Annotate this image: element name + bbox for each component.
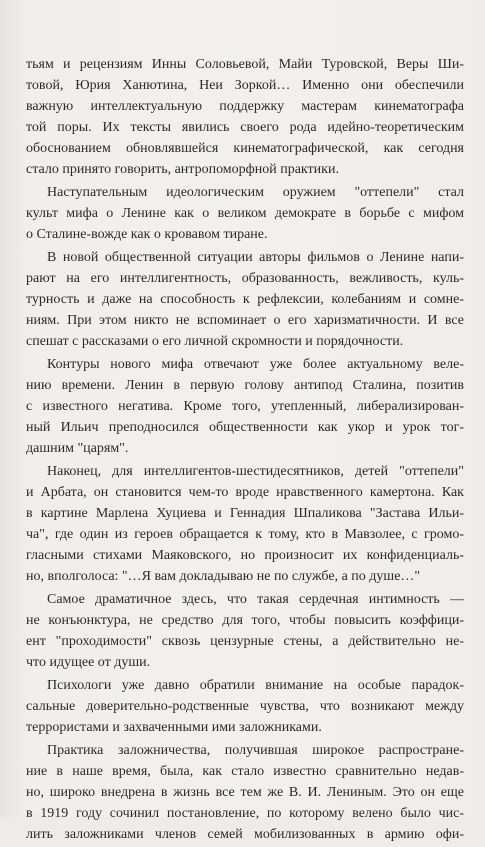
text-line: важную интеллектуальную поддержку мастерам кинематографа	[26, 99, 464, 114]
text-line: в картине Марлена Хуциева и Геннадия Шпаликова "Застава Ильи-	[26, 506, 464, 521]
text-line: но, вполголоса: "…Я вам докладываю не по службе, а по душе…"	[26, 569, 421, 584]
text-line: той поры. Их тексты явились своего рода идейно-теоретическим	[26, 120, 464, 135]
paragraph	[26, 182, 464, 245]
text-line: лить заложниками членов семей мобилизованных в армию офи-	[26, 827, 464, 842]
text-line: культ мифа о Ленине как о великом демократе в борьбе с мифом	[26, 206, 464, 221]
text-line: обоснованием обновлявшейся кинематографической, как сегодня	[26, 141, 464, 156]
text-line: дашним "царям".	[26, 441, 129, 456]
text-line: террористами и захваченными ими заложниками.	[26, 720, 322, 735]
text-line: стало принято говорить, антропоморфной практики.	[26, 162, 339, 177]
text-line: Самое драматичное здесь, что такая сердечная интимность —	[47, 592, 464, 607]
text-line: турность и даже на способность к рефлексии, колебаниям и сомне-	[26, 292, 464, 307]
paragraph	[26, 54, 464, 180]
text-line: ча", где один из героев обращается к тому, кто в Мавзолее, с громо-	[26, 527, 464, 542]
paragraph	[26, 740, 464, 845]
text-line: и Арбата, он становится чем-то вроде нравственного камертона. Как	[26, 485, 464, 500]
text-line: ент "проходимости" сквозь цензурные стены, а действительно не-	[26, 634, 464, 649]
text-line: в 1919 году сочинил постановление, по которому велено было чис-	[26, 806, 464, 821]
text-line: Наконец, для интеллигентов-шестидесятников, детей "оттепели"	[47, 464, 464, 479]
body-text	[26, 54, 464, 847]
text-line: нию времени. Ленин в первую голову антипод Сталина, позитив	[26, 378, 464, 393]
text-line: с известного негатива. Кроме того, утепленный, либерализирован-	[26, 399, 464, 414]
text-line: Контуры нового мифа отвечают уже более актуальному веле-	[47, 357, 464, 372]
paragraph	[26, 675, 464, 738]
text-line: ный Ильич преподносился общественности как укор и урок тог-	[26, 420, 464, 435]
text-line: сальные доверительно-родственные чувства, что возникают между	[26, 699, 464, 714]
paragraph	[26, 461, 464, 587]
text-line: рают на его интеллигентность, образованность, вежливость, куль-	[26, 271, 464, 286]
paragraph	[26, 247, 464, 352]
text-line: но, широко внедрена в жизнь все тем же В. И. Лениным. Это он еще	[26, 785, 464, 800]
text-line: Практика заложничества, получившая широкое распростране-	[47, 743, 464, 758]
text-line: спешат с рассказами о его личной скромности и порядочности.	[26, 334, 404, 349]
paragraph	[26, 354, 464, 459]
text-line: не конъюнктура, не средство для того, чтобы повысить коэффици-	[26, 613, 464, 628]
text-line: ние в наше время, была, как стало известно сравнительно недав-	[26, 764, 464, 779]
text-line: ниям. При этом никто не вспоминает о его харизматичности. И все	[26, 313, 464, 328]
text-line: Наступательным идеологическим оружием "оттепели" стал	[47, 185, 464, 200]
text-line: что идущее от души.	[26, 655, 151, 670]
text-line: гласными стихами Маяковского, но произносит их конфиденциаль-	[26, 548, 464, 563]
text-line: товой, Юрия Ханютина, Неи Зоркой… Именно они обеспечили	[26, 78, 464, 93]
text-line: о Сталине-вожде как о кровавом тиране.	[26, 227, 268, 242]
text-line: В новой общественной ситуации авторы фильмов о Ленине напи-	[47, 250, 464, 265]
text-line: Психологи уже давно обратили внимание на особые парадок-	[47, 678, 464, 693]
text-line: тьям и рецензиям Инны Соловьевой, Майи Туровской, Веры Ши-	[26, 57, 464, 72]
paragraph	[26, 589, 464, 673]
